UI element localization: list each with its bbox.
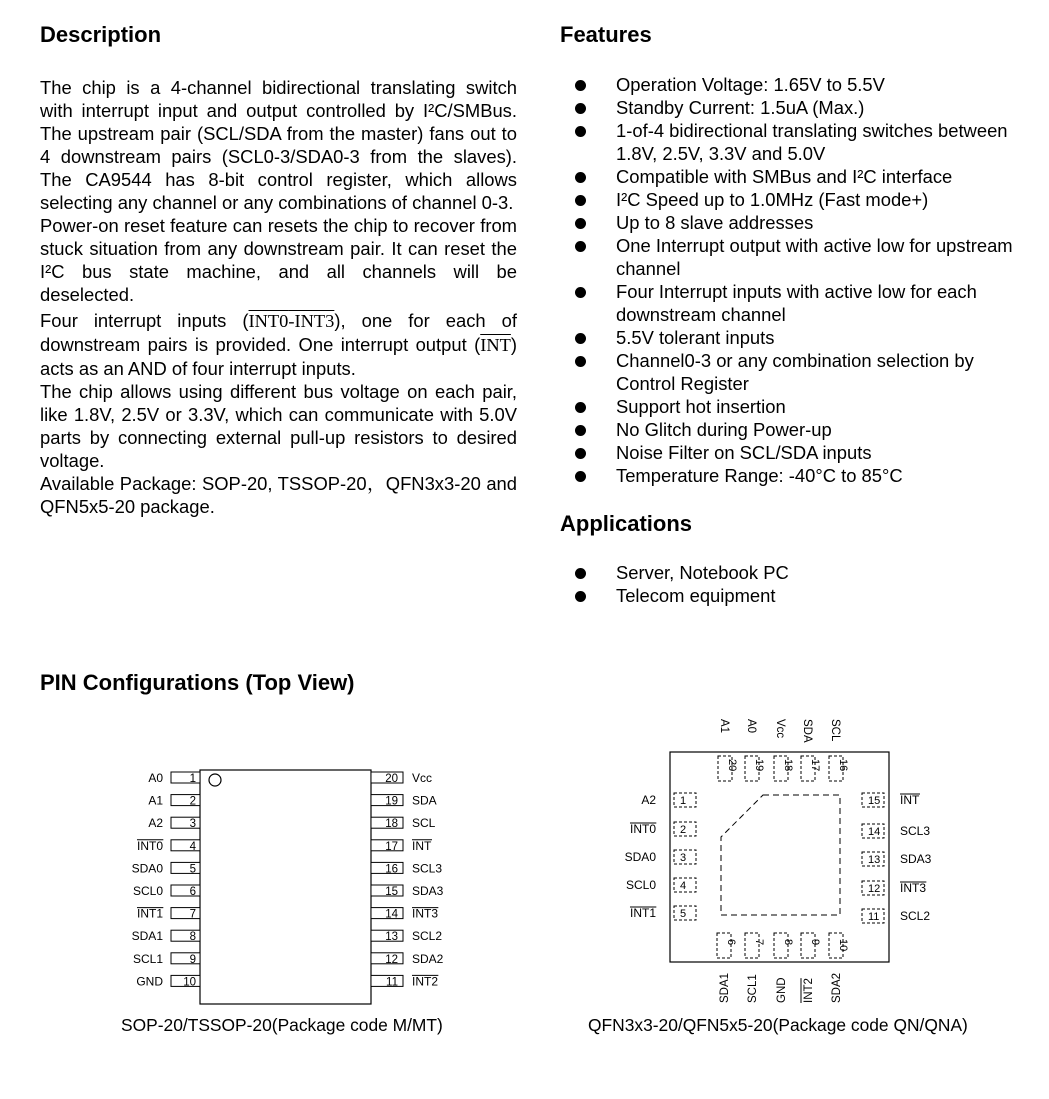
- sop-pin-left-9: [133, 952, 200, 966]
- pin-number: 18: [782, 759, 794, 772]
- bullet-icon: [575, 103, 586, 114]
- pin-number: 16: [837, 759, 849, 772]
- pin-number: 3: [189, 818, 196, 831]
- sop-pin-left-3: [148, 816, 200, 830]
- sop-pin-right-14: [371, 907, 438, 921]
- pin-name: SCL2: [900, 909, 931, 923]
- qfn-pin-right-14: [862, 824, 930, 838]
- list-item: No Glitch during Power-up: [0, 418, 1026, 441]
- pin-name: SCL3: [900, 824, 931, 838]
- pin-number: 15: [385, 886, 398, 898]
- bullet-icon: [575, 425, 586, 436]
- pin-name: A2: [641, 793, 656, 807]
- pin-name: SCL2: [412, 929, 443, 944]
- sop-caption: SOP-20/TSSOP-20(Package code M/MT): [121, 1015, 443, 1035]
- pin-number: 11: [868, 911, 880, 923]
- sop-pin-left-7: [137, 907, 200, 921]
- features-list: [0, 73, 1026, 487]
- pin-number: 4: [680, 880, 687, 892]
- list-item: 5.5V tolerant inputs: [0, 326, 1026, 349]
- list-item: Temperature Range: -40°C to 85°C: [0, 464, 1026, 487]
- qfn-package-body: [670, 752, 889, 962]
- description-paragraph-3: Four interrupt inputs (INT0-INT3), one for each of downstream pairs is provided. One interrupt output $(\overline{INT})$ acts as an AND of four interrupt inputs.: [40, 310, 517, 379]
- pin-name: INT0: [629, 822, 656, 836]
- sop-pinout-diagram: [100, 760, 500, 1010]
- pin-number: 12: [385, 953, 398, 966]
- qfn-pin-right-11: [862, 909, 930, 923]
- pin-name: A2: [148, 816, 163, 831]
- list-item: I²C Speed up to 1.0MHz (Fast mode+): [0, 188, 1026, 211]
- pin-number: 19: [385, 795, 398, 808]
- sop-pin-right-20: [371, 771, 432, 785]
- features-heading: Features: [560, 22, 652, 47]
- pin-name: GND: [776, 977, 788, 1003]
- pin-name: INT: [412, 838, 432, 853]
- pin-name: SCL: [829, 719, 841, 742]
- qfn-pinout-diagram: [600, 705, 960, 1010]
- sop-pin-right-15: [371, 884, 444, 898]
- pin-number: 7: [753, 939, 765, 946]
- pin-name: SCL0: [625, 878, 656, 892]
- bullet-icon: [575, 568, 586, 579]
- list-item: Telecom equipment: [0, 584, 1026, 607]
- bullet-icon: [575, 195, 586, 206]
- pin-config-heading: PIN Configurations (Top View): [40, 670, 355, 695]
- list-item: Noise Filter on SCL/SDA inputs: [0, 441, 1026, 464]
- pin-number: 3: [680, 852, 687, 864]
- bullet-icon: [575, 287, 586, 298]
- pin-number: 10: [837, 939, 849, 952]
- pin-number: 15: [868, 795, 881, 807]
- applications-heading: Applications: [560, 511, 693, 536]
- pin-name: SCL0: [132, 884, 163, 898]
- pin-number: 20: [726, 759, 738, 772]
- pin-name: A1: [718, 719, 730, 734]
- pin-number: 14: [868, 826, 881, 838]
- pin-name: INT2: [803, 978, 815, 1003]
- pin-number: 5: [189, 863, 196, 876]
- pin-name: INT3: [412, 906, 439, 921]
- int3-overline-label: INT3: [294, 311, 335, 331]
- sop-pin-left-1: [148, 771, 200, 785]
- bullet-icon: [575, 126, 586, 137]
- pin-number: 5: [680, 908, 687, 920]
- list-item: Support hot insertion: [0, 395, 1026, 418]
- qfn-pin-left-2: [630, 822, 696, 836]
- pin-name: SDA2: [412, 951, 444, 966]
- bullet-icon: [575, 591, 586, 602]
- list-item: Four Interrupt inputs with active low for each downstream channel: [0, 280, 1026, 326]
- pin-number: 16: [385, 863, 398, 876]
- sop-pin-left-6: [133, 884, 200, 898]
- bullet-icon: [575, 172, 586, 183]
- qfn-pin-left-5: [630, 906, 696, 920]
- list-item: 1-of-4 bidirectional translating switches between 1.8V, 2.5V, 3.3V and 5.0V: [0, 119, 1026, 165]
- sop-pin-right-12: [371, 952, 444, 966]
- list-item: Operation Voltage: 1.65V to 5.5V: [0, 73, 1026, 96]
- pin-number: 6: [725, 939, 737, 946]
- pin-number: 6: [189, 886, 196, 898]
- pin-number: 17: [385, 840, 398, 853]
- sop-pin-left-5: [132, 861, 200, 875]
- int0-overline-label: INT0: [248, 311, 289, 331]
- pin-number: 13: [868, 854, 881, 866]
- pin-name: SDA2: [831, 972, 843, 1003]
- description-paragraph-5: Available Package: SOP-20, TSSOP-20，QFN3x3-20 and QFN5x5-20 package.: [40, 473, 517, 517]
- pin-name: INT0: [136, 838, 163, 853]
- pin-name: INT2: [412, 974, 439, 989]
- pin-name: SDA3: [900, 852, 932, 866]
- pin-name: SCL3: [412, 861, 443, 876]
- sop-pin-left-8: [132, 929, 200, 943]
- pin-name: SDA0: [131, 861, 163, 876]
- list-item: Server, Notebook PC: [0, 561, 1026, 584]
- sop-pin-right-18: [371, 816, 436, 830]
- qfn-pin-right-15: [862, 793, 920, 807]
- bullet-icon: [575, 241, 586, 252]
- pin-number: 11: [386, 976, 398, 989]
- sop-pin-left-2: [148, 794, 200, 808]
- pin-number: 18: [385, 818, 398, 831]
- int-overline-label: $\overline{INT}$: [480, 335, 511, 355]
- pin-number: 7: [189, 908, 196, 921]
- sop-pin-right-19: [371, 794, 437, 808]
- list-item: Channel0-3 or any combination selection by Control Register: [0, 349, 1026, 395]
- list-item: Standby Current: 1.5uA (Max.): [0, 96, 1026, 119]
- pin-name: SCL1: [132, 951, 163, 966]
- pin-name: INT1: [629, 906, 656, 920]
- pin-name: SDA1: [719, 972, 731, 1003]
- pin-number: 2: [189, 795, 196, 808]
- description-paragraph-2: Power-on reset feature can resets the chip to recover from stuck situation from any downstream pair. It can reset the I²C bus state machine, and all channels will be deselected.: [40, 215, 517, 305]
- applications-list: [0, 561, 1026, 607]
- pin-name: INT1: [136, 906, 163, 921]
- pin-name: SDA1: [131, 929, 163, 944]
- pin-number: 1: [189, 773, 196, 785]
- pin-number: 1: [680, 795, 687, 807]
- pin-name: SDA: [801, 719, 813, 743]
- pin-name: A0: [745, 719, 757, 734]
- pin-name: INT3: [900, 881, 927, 895]
- pin-number: 19: [753, 759, 765, 772]
- pin-number: 4: [189, 840, 196, 853]
- pin-name: A0: [148, 771, 163, 785]
- pin-name: A1: [148, 793, 163, 808]
- pin-number: 17: [809, 759, 821, 772]
- pin-number: 14: [385, 908, 398, 921]
- list-item: Up to 8 slave addresses: [0, 211, 1026, 234]
- qfn-pin-left-4: [626, 878, 696, 892]
- bullet-icon: [575, 356, 586, 367]
- sop-package-body: [200, 770, 371, 1004]
- list-item: Compatible with SMBus and I²C interface: [0, 165, 1026, 188]
- sop-pin-right-16: [371, 861, 442, 875]
- qfn-pin-right-12: [862, 881, 926, 895]
- pin-number: 13: [385, 931, 398, 944]
- description-heading: Description: [40, 22, 162, 47]
- bullet-icon: [575, 218, 586, 229]
- sop-pin-right-11: [371, 974, 438, 988]
- pin-number: 12: [868, 883, 881, 895]
- bullet-icon: [575, 471, 586, 482]
- pin-name: Vcc: [412, 771, 433, 785]
- bullet-icon: [575, 448, 586, 459]
- qfn-caption: QFN3x3-20/QFN5x5-20(Package code QN/QNA): [588, 1015, 968, 1035]
- pin-number: 8: [782, 939, 794, 946]
- sop-pin-left-10: [136, 974, 200, 988]
- pin-number: 9: [189, 953, 196, 966]
- list-item: One Interrupt output with active low for upstream channel: [0, 234, 1026, 280]
- sop-pin-left-4: [137, 839, 200, 853]
- pin-number: 10: [183, 976, 196, 989]
- pin-number: 2: [680, 824, 687, 836]
- qfn-pin-left-3: [625, 850, 696, 864]
- pin-name: SDA: [412, 793, 437, 808]
- description-paragraph-4: The chip allows using different bus voltage on each pair, like 1.8V, 2.5V or 3.3V, which can communicate with 5.0V parts by connecting external pull-up resistors to desired voltage.: [40, 381, 517, 471]
- bullet-icon: [575, 80, 586, 91]
- description-paragraph-1: The chip is a 4-channel bidirectional translating switch with interrupt input and output controlled by I²C/SMBus. The upstream pair (SCL/SDA from the master) fans out to 4 downstream pairs (SCL0-3/SDA0-3 from the slaves). The CA9544 has 8-bit control register, which allows selecting any channel or any combinations of channel 0-3.: [40, 77, 517, 213]
- pin-name: Vcc: [774, 719, 786, 739]
- pin-number: 9: [809, 939, 821, 946]
- pin-number: 8: [189, 931, 196, 944]
- pin-name: SDA0: [624, 850, 656, 864]
- bullet-icon: [575, 402, 586, 413]
- pin-name: SDA3: [412, 884, 444, 898]
- pin-name: GND: [136, 974, 163, 989]
- pin-name: SCL: [412, 816, 436, 831]
- pin-number: 20: [385, 773, 398, 785]
- pin-name: INT: [900, 793, 920, 807]
- bullet-icon: [575, 333, 586, 344]
- pin-name: SCL1: [747, 974, 759, 1003]
- sop-pin-right-13: [371, 929, 442, 943]
- qfn-pin-right-13: [862, 852, 932, 866]
- sop-pin-right-17: [371, 839, 432, 853]
